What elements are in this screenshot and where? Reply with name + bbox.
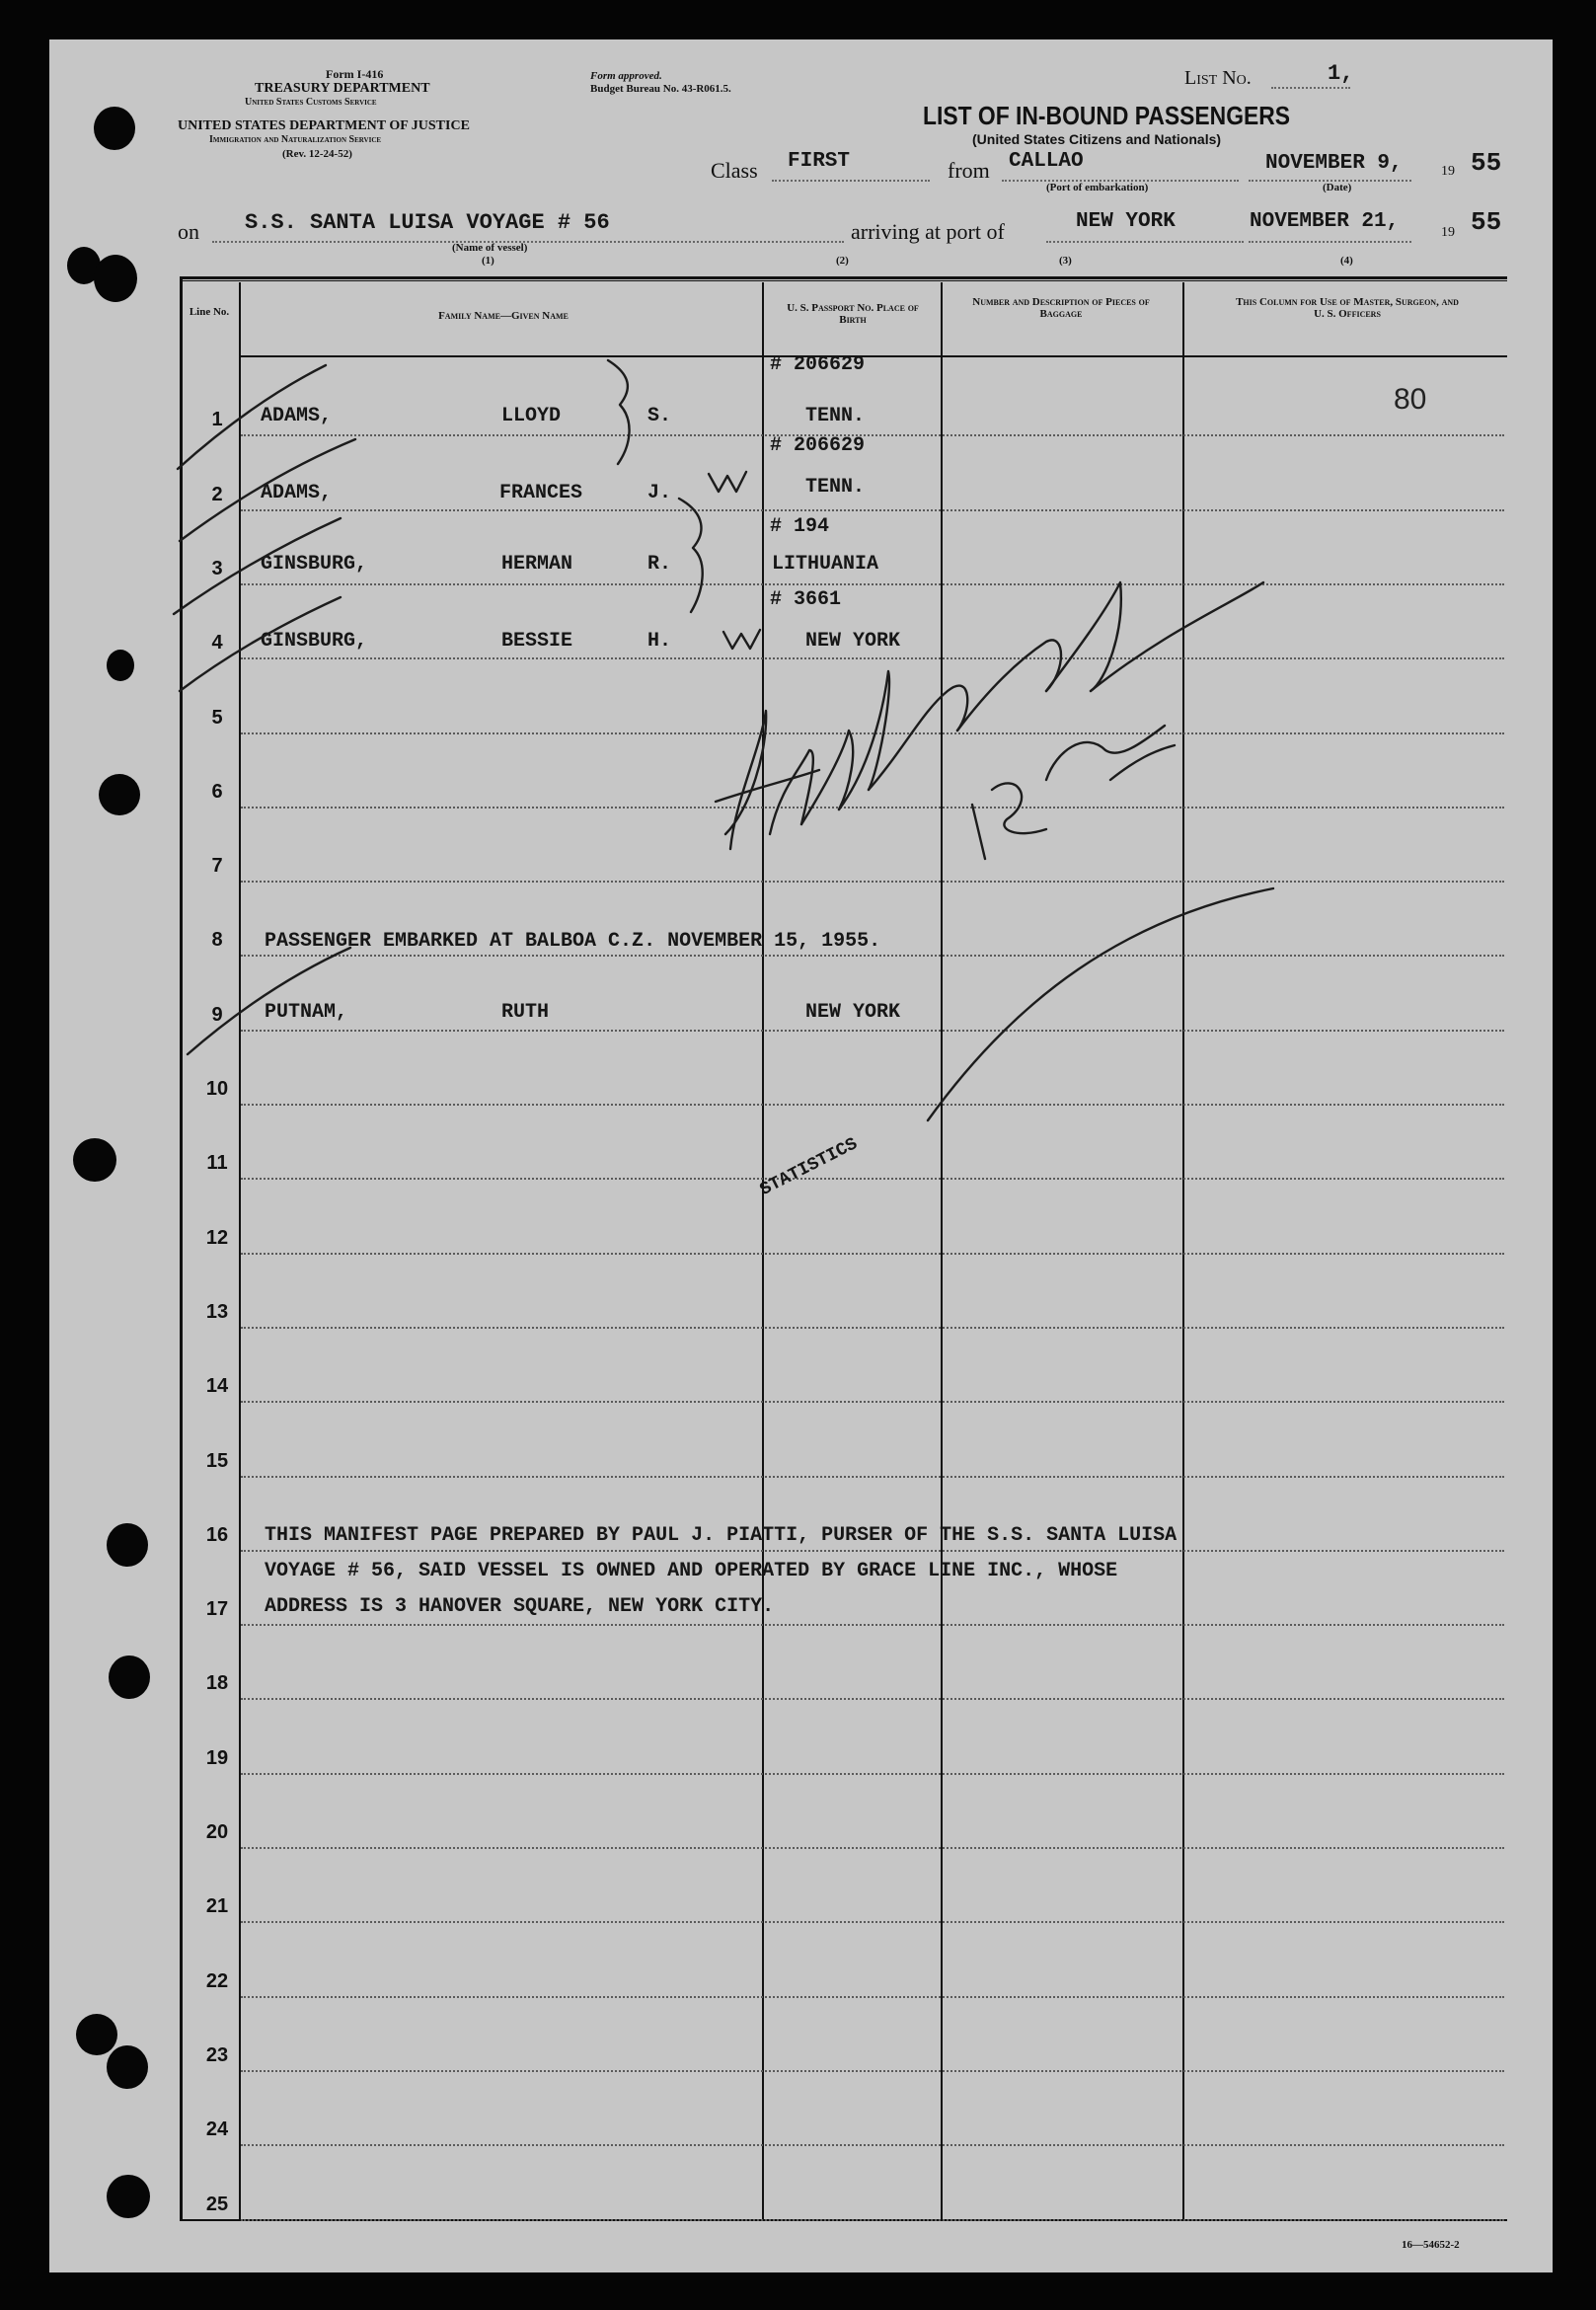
passenger-1-family: ADAMS, xyxy=(261,405,333,427)
line-number: 13 xyxy=(205,1300,229,1323)
line-number: 24 xyxy=(205,2118,229,2141)
line-number: 16 xyxy=(205,1523,229,1546)
line-number: 14 xyxy=(205,1375,229,1398)
budget-bureau: Budget Bureau No. 43-R061.5. xyxy=(590,83,731,95)
passenger-1-given: LLOYD xyxy=(501,405,562,427)
line-number: 23 xyxy=(205,2043,229,2066)
passenger-2-given: FRANCES xyxy=(499,482,583,504)
passenger-4-given: BESSIE xyxy=(501,630,573,653)
header-name: Family Name—Given Name xyxy=(438,310,569,322)
purser-note-line-2: VOYAGE # 56, SAID VESSEL IS OWNED AND OPERATED BY GRACE LINE INC., WHOSE xyxy=(265,1560,1118,1582)
line-number: 22 xyxy=(205,1969,229,1992)
arrival-year: 55 xyxy=(1471,207,1502,237)
putnam-given: RUTH xyxy=(501,1001,550,1024)
putnam-family: PUTNAM, xyxy=(265,1001,348,1024)
line-number: 10 xyxy=(205,1078,229,1100)
treasury-department: TREASURY DEPARTMENT xyxy=(255,81,430,96)
putnam-birthplace: NEW YORK xyxy=(805,1001,901,1024)
passenger-2-family: ADAMS, xyxy=(261,482,333,504)
line-number: 19 xyxy=(205,1746,229,1769)
col-num-4: (4) xyxy=(1340,255,1353,267)
header-officers: This Column for Use of Master, Surgeon, and U. S. Officers xyxy=(1236,296,1459,320)
line-number: 15 xyxy=(205,1449,229,1472)
passenger-4-passport: # 3661 xyxy=(770,588,842,611)
header-line-no: Line No. xyxy=(189,306,230,318)
footer-code: 16—54652-2 xyxy=(1402,2239,1460,2251)
justice-department: UNITED STATES DEPARTMENT OF JUSTICE xyxy=(178,118,470,133)
form-approved: Form approved. xyxy=(590,70,662,82)
purser-note-line-3: ADDRESS IS 3 HANOVER SQUARE, NEW YORK CITY. xyxy=(265,1595,775,1618)
line-number: 21 xyxy=(205,1895,229,1918)
list-number-value: 1, xyxy=(1328,61,1354,86)
line-number: 2 xyxy=(211,483,223,505)
line-number: 3 xyxy=(211,557,223,579)
col-num-1: (1) xyxy=(482,255,494,267)
line-number: 7 xyxy=(211,855,223,878)
from-label: from xyxy=(948,158,990,183)
line-number: 12 xyxy=(205,1226,229,1249)
passenger-3-given: HERMAN xyxy=(501,553,573,576)
from-sublabel: (Port of embarkation) xyxy=(1046,182,1149,193)
arriving-label: arriving at port of xyxy=(851,219,1005,244)
passenger-2-passport: # 206629 xyxy=(770,434,866,457)
class-value: FIRST xyxy=(788,150,851,173)
passenger-1-passport: # 206629 xyxy=(770,353,866,376)
passenger-3-family: GINSBURG, xyxy=(261,553,368,576)
form-subtitle: (United States Citizens and Nationals) xyxy=(972,131,1222,147)
vessel-sublabel: (Name of vessel) xyxy=(452,242,528,254)
passenger-2-birthplace: TENN. xyxy=(805,476,866,499)
line-number: 20 xyxy=(205,1821,229,1843)
col-num-3: (3) xyxy=(1059,255,1072,267)
arrival-year-prefix: 19 xyxy=(1441,225,1455,240)
passenger-4-initial: H. xyxy=(647,630,672,653)
arrival-port: NEW YORK xyxy=(1076,210,1176,233)
line-number: 6 xyxy=(211,780,223,803)
passenger-3-birthplace: LITHUANIA xyxy=(772,553,879,576)
passenger-4-family: GINSBURG, xyxy=(261,630,368,653)
on-label: on xyxy=(178,219,199,244)
statistics-stamp: STATISTICS xyxy=(756,1134,862,1200)
passenger-1-birthplace: TENN. xyxy=(805,405,866,427)
class-label: Class xyxy=(711,158,758,183)
line-number: 18 xyxy=(205,1672,229,1695)
header-passport: U. S. Passport No. Place of Birth xyxy=(787,302,919,326)
col-num-2: (2) xyxy=(836,255,849,267)
line-number: 5 xyxy=(211,706,223,729)
revision-date: (Rev. 12-24-52) xyxy=(282,148,352,160)
line-number: 4 xyxy=(211,632,223,654)
form-number: Form I-416 xyxy=(326,67,384,81)
passenger-2-initial: J. xyxy=(647,482,672,504)
line-number: 9 xyxy=(211,1003,223,1026)
passenger-3-passport: # 194 xyxy=(770,515,830,538)
line-number: 11 xyxy=(206,1152,228,1175)
customs-service: United States Customs Service xyxy=(245,97,377,108)
departure-year: 55 xyxy=(1471,148,1502,178)
date-sublabel: (Date) xyxy=(1323,182,1352,193)
line-number: 1 xyxy=(211,409,223,431)
from-port: CALLAO xyxy=(1009,150,1084,173)
vessel-name: S.S. SANTA LUISA VOYAGE # 56 xyxy=(245,210,610,235)
passenger-4-birthplace: NEW YORK xyxy=(805,630,901,653)
passenger-3-initial: R. xyxy=(647,553,672,576)
departure-date: NOVEMBER 9, xyxy=(1265,152,1403,175)
immigration-service: Immigration and Naturalization Service xyxy=(209,134,382,145)
line-number: 17 xyxy=(205,1598,229,1621)
line-number: 25 xyxy=(205,2193,229,2215)
header-baggage: Number and Description of Pieces of Baggage xyxy=(972,296,1150,320)
form-title: LIST OF IN-BOUND PASSENGERS xyxy=(923,101,1291,130)
balboa-note: PASSENGER EMBARKED AT BALBOA C.Z. NOVEMBER 15, 1955. xyxy=(265,930,881,953)
line-number: 8 xyxy=(211,929,223,952)
officer-mark: 80 xyxy=(1394,383,1427,416)
passenger-1-initial: S. xyxy=(647,405,672,427)
departure-year-prefix: 19 xyxy=(1441,164,1455,179)
purser-note-line-1: THIS MANIFEST PAGE PREPARED BY PAUL J. PIATTI, PURSER OF THE S.S. SANTA LUISA xyxy=(265,1524,1178,1547)
list-number-label: List No. xyxy=(1184,67,1252,89)
arrival-date: NOVEMBER 21, xyxy=(1250,210,1400,233)
